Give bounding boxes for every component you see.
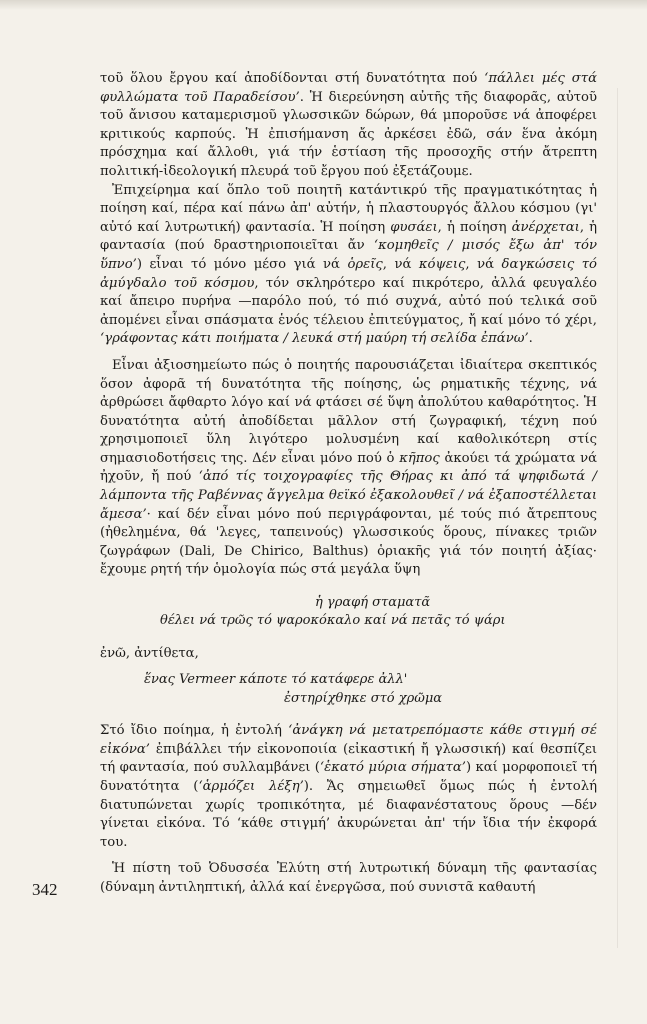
paragraph-3 xyxy=(100,357,597,580)
verse-line: ἡ γραφή σταματᾶ xyxy=(315,595,431,611)
page-number: 342 xyxy=(32,880,58,899)
p2-italic: δαγκώσεις τό ἀμύγδαλο τοῦ κόσμου xyxy=(100,256,598,291)
page-top-shadow xyxy=(0,0,647,10)
p2-italic: ὁρεῖς xyxy=(347,256,383,272)
verse-block-2 xyxy=(144,671,597,708)
verse-line: ἕνας Vermeer κάποτε τό κατάφερε ἀλλ' xyxy=(144,672,408,688)
p2-text: , ἡ φαντασία (πού δραστηριοποιεῖται ἄν xyxy=(100,219,597,254)
p2-quote: ‘γράφοντας κάτι ποιήματα / λευκά στή μαύρη τή σελίδα ἐπάνω’ xyxy=(100,331,529,347)
text-column xyxy=(100,70,597,898)
p4-text: ) καί μορφοποιεῖ τή δυνατότητα ( xyxy=(100,760,597,795)
p4-quote: ‘ἀνάγκη νά μετατρεπόμαστε κάθε στιγμή σέ εἰκόνα’ xyxy=(100,723,597,757)
p3-text: ἀκούει τά χρώματα νά ἠχοῦν, ἤ πού xyxy=(100,450,597,485)
p3-text: Εἶναι ἀξιοσημείωτο πώς ὁ ποιητής παρουσιάζεται ἰδιαίτερα σκεπτικός ὅσον ἀφορᾶ τή δυνατότητα τῆς ποίησης, ὡς ρηματικῆς τέχνης, νά ἀρθρώσει ἄφθαρτο λόγο καί νά φτάσει σέ ὕψη ἀπολύτου καθαρότητος. Ἡ δυνατότητα αὐτή ἀποδίδεται μᾶλλον στή ζωγραφική, τέχνη πού χρησιμοποιεῖ ὕλη λιγότερο μολυσμένη καί καθολικότερη στίς σημασιοδοτήσεις της. Δέν εἶναι μόνο πού ὁ xyxy=(100,357,597,466)
p2-italic: φυσάει xyxy=(390,219,438,235)
p2-italic: κόψεις xyxy=(418,256,466,272)
p2-text: , νά xyxy=(382,256,419,272)
interlude-line: ἐνῶ, ἀντίθετα, xyxy=(100,645,199,661)
p2-text: Ἐπιχείρημα καί ὅπλο τοῦ ποιητῆ κατάντικρύ τῆς πραγματικότητας ἡ ποίηση καί, πέρα καί πάνω ἀπ' αὐτήν, ἡ πλαστουργός ἄλλου κόσμου (γι' αὐτό καί λυτρωτική) φαντασία. Ἡ ποίηση xyxy=(100,182,597,235)
p1-text: τοῦ ὅλου ἔργου καί ἀποδίδονται στή δυνατότητα πού xyxy=(100,71,485,86)
page-gutter-shade xyxy=(617,88,618,948)
paragraph-5: Ἡ πίστη τοῦ Ὀδυσσέα Ἐλύτη στή λυτρωτική δύναμη τῆς φαντασίας (δύναμη ἀντιληπτική, ἀλλά καί ἐνεργῶσα, πού συνιστᾶ καθαυτή xyxy=(100,861,597,895)
p2-text: , ἡ ποίηση xyxy=(437,219,512,235)
p3-italic: κῆπος xyxy=(399,450,440,466)
p4-text: ἐπιβάλλει τήν εἰκονοποιία (εἰκαστική ἤ γλωσσική) καί θεσπίζει τή φαντασία, πού συλλαμβάνει ( xyxy=(100,741,597,776)
verse-line: ἐστηρίχθηκε στό χρῶμα xyxy=(284,690,443,706)
p4-quote: ‘ἁρμόζει λέξη’ xyxy=(198,779,304,795)
p2-text: ) εἶναι τό μόνο μέσο γιά νά xyxy=(136,256,348,272)
p2-italic: ἀνέρχεται xyxy=(511,219,580,235)
p2-quote: ‘κομηθεῖς / μισός ἔξω ἀπ' τόν ὕπνο’ xyxy=(100,238,597,272)
paragraph-4 xyxy=(100,722,597,852)
p3-text: · καί δέν εἶναι μόνο πού περιγράφονται, μέ τούς πιό ἄτρεπτους (ἠθελημένα, θά 'λεγες, ταπεινούς) γλωσσικούς ὅρους, πίνακες τριῶν ζωγράφων (Dali, De Chirico, Balthus) ὁριακῆς γιά τόν ποιητή ἀξίας· ἔχουμε ρητή τήν ὁμολογία πώς στά μεγάλα ὕψη xyxy=(100,506,597,578)
p1-text-rest: . Ἡ διερεύνηση αὐτῆς τῆς διαφορᾶς, αὐτοῦ τοῦ ἄνισου καταμερισμοῦ γλωσσικῶν δώρων, θά μποροῦσε νά ἀποφέρει κριτικούς καρπούς. Ἡ ἐπισήμανση ἄς ἀρκέσει ἐδῶ, σάν ἕνα ἀκόμη πρόσχημα καί ἄλλοθι, γιά τήν ἑστίαση τῆς προσοχῆς στήν ἄτρεπτη πολιτική-ἰδεολογική πλευρά τοῦ ἔργου πού ἐξετάζουμε. xyxy=(100,89,598,179)
p4-quote: ‘ἑκατό μύρια σήματα’ xyxy=(319,760,466,776)
paragraph-1 xyxy=(100,70,597,182)
p2-text: . xyxy=(528,331,533,347)
verse-line: θέλει νά τρῶς τό ψαροκόκαλο καί νά πετᾶς τό ψάρι xyxy=(160,613,506,629)
p1-quote: ‘πάλλει μές στά φυλλώματα τοῦ Παραδείσου’ xyxy=(100,71,597,105)
verse-block-1 xyxy=(160,594,597,631)
p3-quote: ‘ἀπό τίς τοιχογραφίες τῆς Θήρας κι ἀπό τά ψηφιδωτά / λάμποντα τῆς Ραβέννας ἄγγελμα θεϊκό ἐξακολουθεῖ / νά ἐξαποστέλλεται ἄμεσα’ xyxy=(100,469,597,522)
p2-text: , νά xyxy=(465,256,502,272)
paragraph-2 xyxy=(100,182,597,349)
p2-text: , τόν σκληρότερο καί πικρότερο, ἀλλά φευγαλέο καί ἄπειρο πυρήνα —παρόλο πού, τό πιό συχνά, αὐτό πού τελικά σοῦ ἀπομένει εἶναι σπάσματα ἑνός τέλειου ἐπιτεύγματος, ἤ καί μόνο τό χέρι, xyxy=(100,275,597,328)
p4-text: ). Ἄς σημειωθεῖ ὅμως πώς ἡ ἐντολή διατυπώνεται χωρίς τροπικότητα, μέ διαφανέστατους ὅρους —δέν γίνεται εἰκόνα. Τό ‘κάθε στιγμή’ ἀκυρώνεται ἀπ' τήν ἴδια τήν ἐκφορά του. xyxy=(100,779,597,850)
p4-text: Στό ἴδιο ποίημα, ἡ ἐντολή xyxy=(100,723,289,739)
